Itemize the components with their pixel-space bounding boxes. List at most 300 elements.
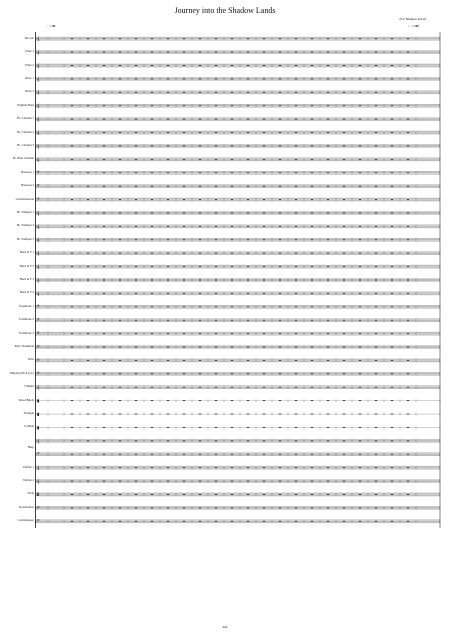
whole-rest-mark: [87, 199, 89, 200]
whole-rest-mark: [215, 146, 217, 147]
whole-rest-mark: [135, 52, 137, 53]
whole-rest-mark: [231, 226, 233, 227]
whole-rest-mark: [167, 119, 169, 120]
whole-rest-mark: [119, 454, 121, 455]
whole-rest-mark: [135, 454, 137, 455]
instrument-label: B♭ Clarinet 1: [17, 116, 34, 121]
whole-rest-mark: [343, 119, 345, 120]
whole-rest-mark: [183, 213, 185, 214]
whole-rest-mark: [327, 293, 329, 294]
whole-rest-mark: [87, 293, 89, 294]
whole-rest-mark: [407, 521, 409, 522]
whole-rest-mark: [231, 266, 233, 267]
whole-rest-mark: [183, 199, 185, 200]
whole-rest-mark: [247, 427, 249, 428]
whole-rest-mark: [215, 427, 217, 428]
whole-rest-mark: [167, 65, 169, 66]
whole-rest-mark: [199, 400, 201, 401]
whole-rest-mark: [295, 347, 297, 348]
whole-rest-mark: [151, 414, 153, 415]
whole-rest-mark: [87, 79, 89, 80]
whole-rest-mark: [247, 119, 249, 120]
whole-rest-mark: [183, 467, 185, 468]
clef-icon: 𝄢: [37, 451, 40, 457]
clef-icon: 𝄞: [37, 156, 40, 162]
whole-rest-mark: [199, 387, 201, 388]
whole-rest-mark: [391, 38, 393, 39]
whole-rest-mark: [119, 38, 121, 39]
whole-rest-mark: [135, 105, 137, 106]
whole-rest-mark: [247, 79, 249, 80]
whole-rest-mark: [327, 454, 329, 455]
whole-rest-mark: [71, 481, 73, 482]
whole-rest-mark: [247, 159, 249, 160]
whole-rest-mark: [231, 373, 233, 374]
whole-rest-mark: [295, 427, 297, 428]
whole-rest-mark: [151, 467, 153, 468]
whole-rest-mark: [215, 521, 217, 522]
instrument-label: Chimes: [24, 384, 34, 389]
whole-rest-mark: [119, 172, 121, 173]
whole-rest-mark: [215, 481, 217, 482]
whole-rest-mark: [71, 226, 73, 227]
clef-icon: 𝄞: [37, 465, 40, 471]
whole-rest-mark: [215, 226, 217, 227]
whole-rest-mark: [167, 105, 169, 106]
whole-rest-mark: [231, 521, 233, 522]
clef-icon: 𝄞: [37, 290, 40, 296]
whole-rest-mark: [359, 159, 361, 160]
whole-rest-mark: [359, 373, 361, 374]
whole-rest-mark: [311, 239, 313, 240]
whole-rest-mark: [407, 494, 409, 495]
whole-rest-mark: [151, 333, 153, 334]
whole-rest-mark: [167, 293, 169, 294]
instrument-label: Flute 1: [25, 49, 34, 54]
clef-icon: 𝄞: [37, 438, 40, 444]
whole-rest-mark: [311, 521, 313, 522]
whole-rest-mark: [247, 186, 249, 187]
instrument-label: Flute 2: [25, 62, 34, 67]
whole-rest-mark: [119, 213, 121, 214]
whole-rest-mark: [263, 119, 265, 120]
whole-rest-mark: [199, 132, 201, 133]
whole-rest-mark: [183, 373, 185, 374]
whole-rest-mark: [295, 226, 297, 227]
whole-rest-mark: [151, 186, 153, 187]
whole-rest-mark: [343, 400, 345, 401]
whole-rest-mark: [327, 253, 329, 254]
whole-rest-mark: [391, 494, 393, 495]
whole-rest-mark: [231, 146, 233, 147]
whole-rest-mark: [183, 65, 185, 66]
whole-rest-mark: [119, 481, 121, 482]
whole-rest-mark: [407, 481, 409, 482]
whole-rest-mark: [247, 454, 249, 455]
whole-rest-mark: [391, 293, 393, 294]
whole-rest-mark: [167, 280, 169, 281]
whole-rest-mark: [391, 119, 393, 120]
whole-rest-mark: [407, 132, 409, 133]
whole-rest-mark: [215, 494, 217, 495]
whole-rest-mark: [103, 306, 105, 307]
whole-rest-mark: [247, 507, 249, 508]
whole-rest-mark: [375, 400, 377, 401]
whole-rest-mark: [391, 454, 393, 455]
whole-rest-mark: [87, 280, 89, 281]
whole-rest-mark: [311, 199, 313, 200]
instrument-label: Piccolo: [24, 35, 34, 40]
whole-rest-mark: [391, 306, 393, 307]
whole-rest-mark: [167, 414, 169, 415]
whole-rest-mark: [247, 440, 249, 441]
whole-rest-mark: [311, 494, 313, 495]
whole-rest-mark: [135, 172, 137, 173]
whole-rest-mark: [311, 306, 313, 307]
whole-rest-mark: [407, 105, 409, 106]
whole-rest-mark: [231, 440, 233, 441]
whole-rest-mark: [263, 105, 265, 106]
whole-rest-mark: [247, 414, 249, 415]
whole-rest-mark: [391, 52, 393, 53]
whole-rest-mark: [375, 79, 377, 80]
whole-rest-mark: [375, 440, 377, 441]
whole-rest-mark: [391, 507, 393, 508]
whole-rest-mark: [71, 159, 73, 160]
whole-rest-mark: [247, 347, 249, 348]
whole-rest-mark: [295, 400, 297, 401]
whole-rest-mark: [183, 266, 185, 267]
whole-rest-mark: [327, 373, 329, 374]
whole-rest-mark: [311, 481, 313, 482]
whole-rest-mark: [407, 320, 409, 321]
whole-rest-mark: [215, 454, 217, 455]
whole-rest-mark: [167, 521, 169, 522]
whole-rest-mark: [359, 454, 361, 455]
whole-rest-mark: [407, 213, 409, 214]
whole-rest-mark: [295, 320, 297, 321]
whole-rest-mark: [87, 186, 89, 187]
whole-rest-mark: [343, 266, 345, 267]
instrument-label: Bassoon 2: [21, 183, 34, 188]
whole-rest-mark: [167, 159, 169, 160]
whole-rest-mark: [359, 521, 361, 522]
whole-rest-mark: [295, 467, 297, 468]
whole-rest-mark: [135, 414, 137, 415]
whole-rest-mark: [87, 172, 89, 173]
whole-rest-mark: [151, 521, 153, 522]
whole-rest-mark: [183, 186, 185, 187]
whole-rest-mark: [119, 467, 121, 468]
clef-icon: 𝄢: [37, 371, 40, 377]
whole-rest-mark: [135, 400, 137, 401]
whole-rest-mark: [263, 239, 265, 240]
whole-rest-mark: [279, 213, 281, 214]
whole-rest-mark: [295, 440, 297, 441]
whole-rest-mark: [343, 387, 345, 388]
whole-rest-mark: [87, 239, 89, 240]
whole-rest-mark: [103, 172, 105, 173]
whole-rest-mark: [359, 414, 361, 415]
whole-rest-mark: [359, 494, 361, 495]
whole-rest-mark: [327, 159, 329, 160]
whole-rest-mark: [327, 266, 329, 267]
whole-rest-mark: [327, 65, 329, 66]
whole-rest-mark: [311, 213, 313, 214]
whole-rest-mark: [135, 440, 137, 441]
whole-rest-mark: [359, 360, 361, 361]
whole-rest-mark: [391, 79, 393, 80]
whole-rest-mark: [391, 333, 393, 334]
whole-rest-mark: [407, 92, 409, 93]
whole-rest-mark: [407, 146, 409, 147]
whole-rest-mark: [391, 320, 393, 321]
whole-rest-mark: [71, 320, 73, 321]
whole-rest-mark: [103, 132, 105, 133]
whole-rest-mark: [167, 507, 169, 508]
whole-rest-mark: [375, 373, 377, 374]
whole-rest-mark: [71, 280, 73, 281]
whole-rest-mark: [375, 306, 377, 307]
whole-rest-mark: [263, 253, 265, 254]
whole-rest-mark: [215, 347, 217, 348]
whole-rest-mark: [327, 146, 329, 147]
clef-icon: 𝄢: [37, 331, 40, 337]
whole-rest-mark: [215, 467, 217, 468]
whole-rest-mark: [231, 454, 233, 455]
clef-icon: 𝄢: [37, 505, 40, 511]
whole-rest-mark: [247, 239, 249, 240]
whole-rest-mark: [375, 159, 377, 160]
whole-rest-mark: [295, 373, 297, 374]
whole-rest-mark: [295, 105, 297, 106]
whole-rest-mark: [215, 387, 217, 388]
whole-rest-mark: [183, 146, 185, 147]
whole-rest-mark: [71, 253, 73, 254]
whole-rest-mark: [343, 293, 345, 294]
clef-icon: 𝄞: [37, 49, 40, 55]
whole-rest-mark: [151, 159, 153, 160]
whole-rest-mark: [311, 293, 313, 294]
whole-rest-mark: [279, 186, 281, 187]
whole-rest-mark: [215, 132, 217, 133]
whole-rest-mark: [263, 38, 265, 39]
whole-rest-mark: [359, 226, 361, 227]
whole-rest-mark: [199, 119, 201, 120]
whole-rest-mark: [103, 159, 105, 160]
whole-rest-mark: [375, 481, 377, 482]
instrument-label: Cymbal: [24, 424, 34, 429]
whole-rest-mark: [359, 132, 361, 133]
whole-rest-mark: [311, 454, 313, 455]
whole-rest-mark: [183, 360, 185, 361]
whole-rest-mark: [295, 360, 297, 361]
whole-rest-mark: [343, 521, 345, 522]
instrument-label: B♭ Trumpet 3: [16, 236, 34, 241]
whole-rest-mark: [327, 440, 329, 441]
whole-rest-mark: [199, 105, 201, 106]
whole-rest-mark: [151, 132, 153, 133]
whole-rest-mark: [167, 132, 169, 133]
whole-rest-mark: [375, 387, 377, 388]
whole-rest-mark: [103, 239, 105, 240]
whole-rest-mark: [311, 414, 313, 415]
whole-rest-mark: [87, 226, 89, 227]
whole-rest-mark: [135, 333, 137, 334]
instrument-label: B♭ Clarinet 3: [17, 142, 34, 147]
whole-rest-mark: [391, 481, 393, 482]
whole-rest-mark: [231, 65, 233, 66]
whole-rest-mark: [87, 400, 89, 401]
whole-rest-mark: [247, 226, 249, 227]
whole-rest-mark: [87, 92, 89, 93]
whole-rest-mark: [247, 199, 249, 200]
whole-rest-mark: [231, 79, 233, 80]
whole-rest-mark: [87, 146, 89, 147]
whole-rest-mark: [407, 38, 409, 39]
whole-rest-mark: [391, 427, 393, 428]
whole-rest-mark: [215, 253, 217, 254]
whole-rest-mark: [215, 400, 217, 401]
whole-rest-mark: [215, 266, 217, 267]
whole-rest-mark: [327, 360, 329, 361]
whole-rest-mark: [167, 360, 169, 361]
whole-rest-mark: [247, 65, 249, 66]
whole-rest-mark: [311, 186, 313, 187]
whole-rest-mark: [199, 280, 201, 281]
whole-rest-mark: [103, 186, 105, 187]
whole-rest-mark: [167, 226, 169, 227]
whole-rest-mark: [215, 213, 217, 214]
instrument-label: Oboe 2: [24, 89, 34, 94]
whole-rest-mark: [119, 280, 121, 281]
whole-rest-mark: [103, 387, 105, 388]
whole-rest-mark: [119, 507, 121, 508]
whole-rest-mark: [279, 65, 281, 66]
whole-rest-mark: [375, 280, 377, 281]
whole-rest-mark: [231, 306, 233, 307]
whole-rest-mark: [295, 494, 297, 495]
whole-rest-mark: [327, 427, 329, 428]
whole-rest-mark: [231, 414, 233, 415]
whole-rest-mark: [199, 467, 201, 468]
whole-rest-mark: [183, 132, 185, 133]
whole-rest-mark: [311, 119, 313, 120]
whole-rest-mark: [103, 481, 105, 482]
whole-rest-mark: [359, 481, 361, 482]
whole-rest-mark: [167, 213, 169, 214]
whole-rest-mark: [407, 373, 409, 374]
whole-rest-mark: [311, 38, 313, 39]
whole-rest-mark: [231, 119, 233, 120]
whole-rest-mark: [199, 481, 201, 482]
whole-rest-mark: [391, 387, 393, 388]
whole-rest-mark: [119, 373, 121, 374]
whole-rest-mark: [407, 293, 409, 294]
whole-rest-mark: [167, 146, 169, 147]
whole-rest-mark: [87, 414, 89, 415]
whole-rest-mark: [343, 333, 345, 334]
whole-rest-mark: [87, 507, 89, 508]
whole-rest-mark: [263, 266, 265, 267]
whole-rest-mark: [151, 52, 153, 53]
whole-rest-mark: [71, 373, 73, 374]
whole-rest-mark: [375, 213, 377, 214]
whole-rest-mark: [183, 414, 185, 415]
whole-rest-mark: [103, 92, 105, 93]
whole-rest-mark: [183, 119, 185, 120]
whole-rest-mark: [263, 333, 265, 334]
instrument-label: Horn in F 4: [19, 290, 34, 295]
whole-rest-mark: [167, 373, 169, 374]
whole-rest-mark: [391, 65, 393, 66]
whole-rest-mark: [167, 347, 169, 348]
whole-rest-mark: [119, 132, 121, 133]
whole-rest-mark: [119, 440, 121, 441]
whole-rest-mark: [247, 293, 249, 294]
whole-rest-mark: [343, 494, 345, 495]
whole-rest-mark: [343, 146, 345, 147]
whole-rest-mark: [327, 38, 329, 39]
whole-rest-mark: [87, 333, 89, 334]
whole-rest-mark: [327, 172, 329, 173]
whole-rest-mark: [295, 65, 297, 66]
whole-rest-mark: [103, 199, 105, 200]
whole-rest-mark: [135, 373, 137, 374]
whole-rest-mark: [103, 521, 105, 522]
whole-rest-mark: [135, 38, 137, 39]
instrument-label: B♭ Trumpet 1: [16, 209, 34, 214]
whole-rest-mark: [247, 213, 249, 214]
whole-rest-mark: [119, 119, 121, 120]
whole-rest-mark: [279, 521, 281, 522]
whole-rest-mark: [359, 65, 361, 66]
whole-rest-mark: [263, 427, 265, 428]
whole-rest-mark: [71, 38, 73, 39]
whole-rest-mark: [151, 172, 153, 173]
whole-rest-mark: [391, 360, 393, 361]
whole-rest-mark: [151, 253, 153, 254]
whole-rest-mark: [151, 373, 153, 374]
clef-icon: 𝄞: [37, 76, 40, 82]
whole-rest-mark: [199, 347, 201, 348]
whole-rest-mark: [215, 105, 217, 106]
whole-rest-mark: [151, 213, 153, 214]
whole-rest-mark: [167, 400, 169, 401]
whole-rest-mark: [263, 360, 265, 361]
whole-rest-mark: [167, 333, 169, 334]
whole-rest-mark: [343, 373, 345, 374]
whole-rest-mark: [183, 347, 185, 348]
whole-rest-mark: [359, 119, 361, 120]
whole-rest-mark: [263, 481, 265, 482]
whole-rest-mark: [375, 226, 377, 227]
whole-rest-mark: [199, 306, 201, 307]
whole-rest-mark: [279, 199, 281, 200]
instrument-label: Tuba: [27, 357, 34, 362]
whole-rest-mark: [71, 347, 73, 348]
whole-rest-mark: [327, 306, 329, 307]
whole-rest-mark: [359, 333, 361, 334]
whole-rest-mark: [135, 521, 137, 522]
whole-rest-mark: [407, 280, 409, 281]
score-title: Journey into the Shadow Lands: [174, 6, 276, 15]
clef-icon: ▮: [37, 424, 40, 430]
whole-rest-mark: [135, 494, 137, 495]
whole-rest-mark: [183, 507, 185, 508]
whole-rest-mark: [135, 213, 137, 214]
whole-rest-mark: [135, 293, 137, 294]
